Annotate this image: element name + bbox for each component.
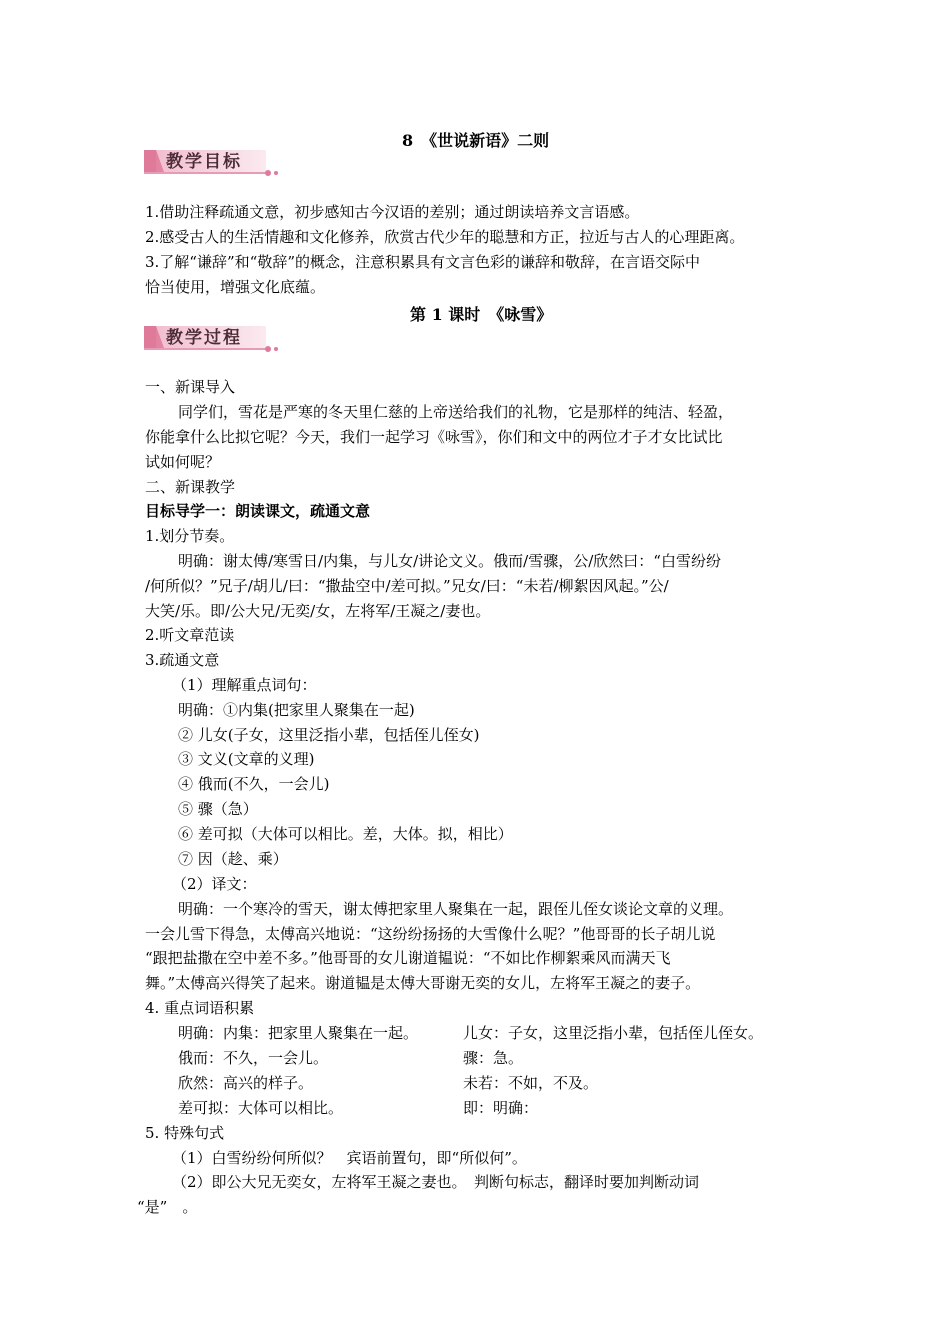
paragraph-line: 一会儿雪下得急，太傅高兴地说：“这纷纷扬扬的大雪像什么呢？”他哥哥的长子胡儿说 — [145, 925, 716, 943]
word-item: 明确：①内集(把家里人聚集在一起) — [178, 701, 415, 719]
paragraph-line: 大笑/乐。即/公大兄/无奕/女，左将军/王凝之/妻也。 — [145, 602, 491, 620]
vocab-row — [178, 1024, 810, 1042]
sub-heading: （1）理解重点词句： — [172, 676, 317, 694]
word-item: ⑥ 差可拟（大体可以相比。差，大体。拟，相比） — [178, 825, 513, 843]
item-heading: 3.疏通文意 — [145, 651, 220, 669]
vocab-term: 儿女：子女，这里泛指小辈，包括侄儿侄女。 — [463, 1024, 764, 1042]
vocab-row — [178, 1099, 810, 1117]
item-heading: 5. 特殊句式 — [145, 1124, 225, 1142]
goal-line: 3.了解“谦辞”和“敬辞”的概念，注意积累具有文言色彩的谦辞和敬辞，在言语交际中 — [145, 253, 700, 271]
teaching-process-banner — [142, 322, 280, 358]
goal-line: 恰当使用，增强文化底蕴。 — [145, 278, 326, 296]
lesson-title: 第 1 课时 《咏雪》 — [410, 305, 553, 324]
word-item: ③ 文义(文章的义理) — [178, 750, 315, 768]
vocab-term: 差可拟：大体可以相比。 — [178, 1099, 344, 1117]
goal-heading: 目标导学一：朗读课文，疏通文意 — [145, 502, 371, 520]
vocab-row — [178, 1074, 810, 1092]
banner-label: 教学过程 — [166, 328, 242, 348]
paragraph-line: 同学们，雪花是严寒的冬天里仁慈的上帝送给我们的礼物，它是那样的纯洁、轻盈， — [178, 403, 734, 421]
vocab-term: 骤：急。 — [463, 1049, 524, 1067]
vocab-term: 未若：不如，不及。 — [463, 1074, 599, 1092]
paragraph-line: 舞。”太傅高兴得笑了起来。谢道韫是太傅大哥谢无奕的女儿，左将军王凝之的妻子。 — [145, 974, 701, 992]
paragraph-line: 明确：一个寒冷的雪天，谢太傅把家里人聚集在一起，跟侄儿侄女谈论文章的义理。 — [178, 900, 734, 918]
vocab-row — [178, 1049, 810, 1067]
paragraph-line: /何所似？”兄子/胡儿/曰：“撒盐空中/差可拟。”兄女/曰：“未若/柳絮因风起。”公/ — [145, 577, 669, 595]
item-heading: 4. 重点词语积累 — [145, 999, 255, 1017]
paragraph-line: 你能拿什么比拟它呢？今天，我们一起学习《咏雪》，你们和文中的两位才子才女比试比 — [145, 428, 723, 446]
vocab-term: 明确：内集：把家里人聚集在一起。 — [178, 1024, 419, 1042]
word-item: ⑤ 骤（急） — [178, 800, 258, 818]
teaching-goals-banner — [142, 146, 280, 182]
item-heading: 2.听文章范读 — [145, 626, 235, 644]
word-item: ④ 俄而(不久，一会儿) — [178, 775, 330, 793]
goal-line: 2.感受古人的生活情趣和文化修养，欣赏古代少年的聪慧和方正，拉近与古人的心理距离。 — [145, 228, 745, 246]
special-sentence-tail: “是” 。 — [137, 1198, 198, 1216]
special-sentence: （2）即公大兄无奕女，左将军王凝之妻也。 判断句标志，翻译时要加判断动词 — [172, 1173, 700, 1191]
section-heading: 一、新课导入 — [145, 378, 236, 396]
vocab-term: 欣然：高兴的样子。 — [178, 1074, 314, 1092]
sub-heading: （2）译文： — [172, 875, 257, 893]
word-item: ② 儿女(子女，这里泛指小辈，包括侄儿侄女) — [178, 726, 480, 744]
paragraph-line: 试如何呢？ — [145, 453, 221, 471]
page-title: 8 《世说新语》二则 — [402, 131, 550, 150]
section-heading: 二、新课教学 — [145, 478, 236, 496]
vocab-term: 俄而：不久，一会儿。 — [178, 1049, 329, 1067]
banner-label: 教学目标 — [166, 152, 242, 172]
paragraph-line: 明确：谢太傅/寒雪日/内集，与儿女/讲论文义。俄而/雪骤，公/欣然曰：“白雪纷纷 — [178, 552, 721, 570]
goal-line: 1.借助注释疏通文意，初步感知古今汉语的差别；通过朗读培养文言语感。 — [145, 203, 640, 221]
word-item: ⑦ 因（趁、乘） — [178, 850, 288, 868]
item-heading: 1.划分节奏。 — [145, 527, 235, 545]
special-sentence: （1）白雪纷纷何所似？ 宾语前置句，即“所似何”。 — [172, 1149, 527, 1167]
paragraph-line: “跟把盐撒在空中差不多。”他哥哥的女儿谢道韫说：“不如比作柳絮乘风而满天飞 — [145, 949, 671, 967]
vocab-term: 即：明确： — [463, 1099, 539, 1117]
